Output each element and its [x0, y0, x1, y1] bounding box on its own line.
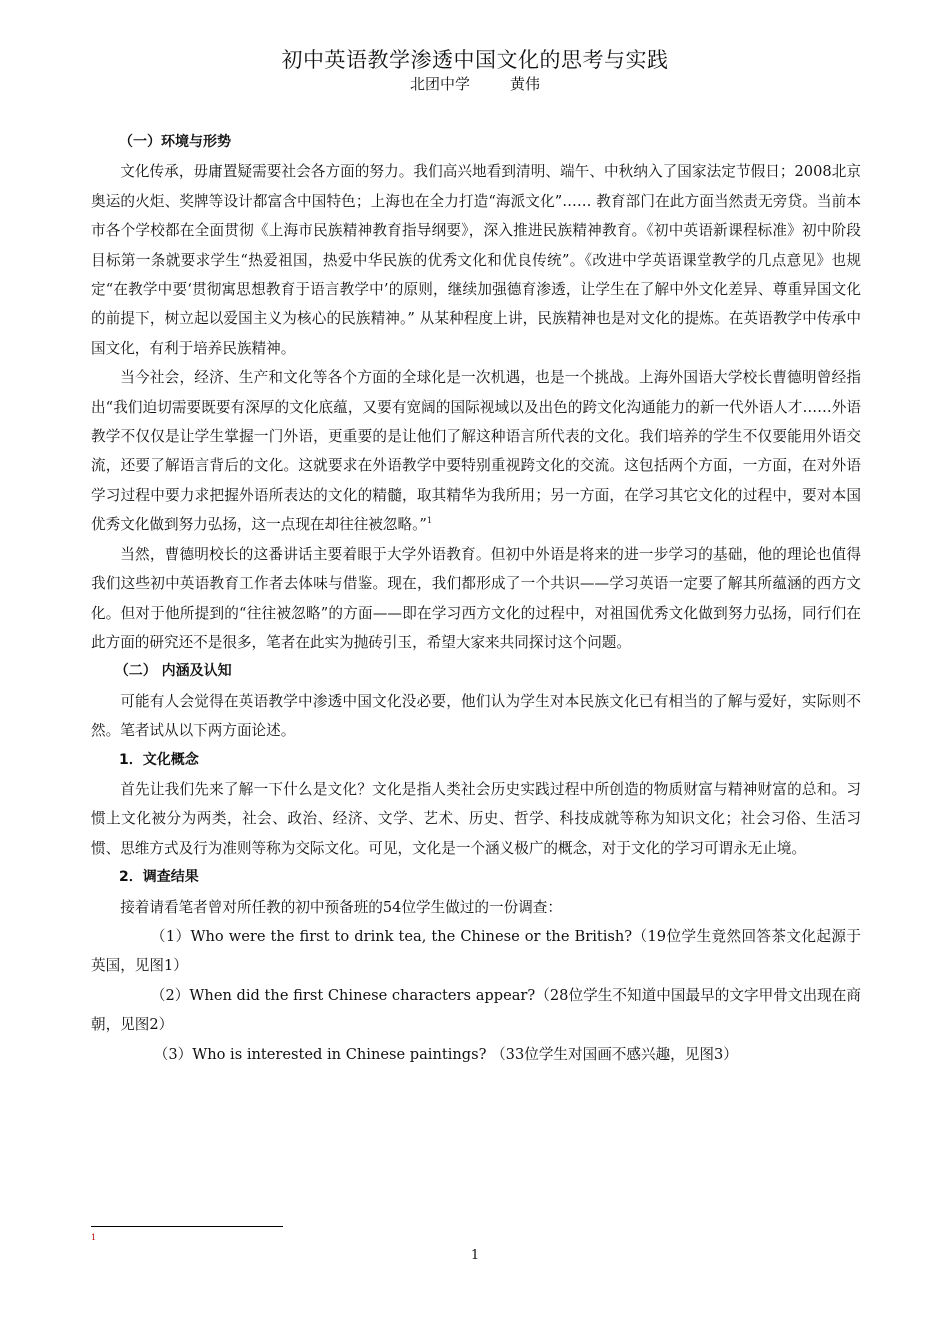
subheading-culture-concept: 1．文化概念 — [119, 751, 199, 768]
paragraph-2 — [91, 363, 861, 539]
page-number: 1 — [470, 1248, 480, 1263]
paragraph-3: 当然，曹德明校长的这番讲话主要着眼于大学外语教育。但初中外语是将来的进一步学习的基础，他的理论也值得我们这些初中英语教育工作者去体味与借鉴。现在，我们都形成了一个共识——学习英语一定要了解其所蕴涵的西方文化。但对于他所提到的“往往被忽略”的方面——即在学习西方文化的过程中，对祖国优秀文化做到努力弘扬，同行们在此方面的研究还不是很多，笔者在此实为抛砖引玉，希望大家来共同探讨这个问题。 — [91, 545, 861, 651]
footnote-separator — [91, 1226, 283, 1227]
footnote-reference: 1 — [426, 516, 432, 526]
school-name: 北团中学 — [409, 75, 470, 93]
survey-question-1 — [91, 922, 861, 981]
author-name: 黄伟 — [510, 75, 541, 93]
author-line — [0, 73, 950, 94]
paragraph-6: 接着请看笔者曾对所任教的初中预备班的54位学生做过的一份调查： — [120, 898, 562, 916]
document-title: 初中英语教学渗透中国文化的思考与实践 — [281, 48, 669, 72]
section-heading-connotation: （二） 内涵及认知 — [114, 663, 232, 680]
survey-question-1-text: （1）Who were the first to drink tea, the Chinese or the British?（19位学生竟然回答茶文化起源于英国，见图1） — [91, 927, 861, 975]
survey-question-2-text: （2）When did the first Chinese characters appear?（28位学生不知道中国最早的文字甲骨文出现在商朝，见图2） — [91, 986, 861, 1034]
paragraph-5: 首先让我们先来了解一下什么是文化？文化是指人类社会历史实践过程中所创造的物质财富与精神财富的总和。习惯上文化被分为两类，社会、政治、经济、文学、艺术、历史、哲学、科技成就等称为知识文化；社会习俗、生活习惯、思维方式及行为准则等称为交际文化。可见，文化是一个涵义极广的概念，对于文化的学习可谓永无止境。 — [91, 780, 861, 857]
document-body — [91, 128, 861, 1069]
paragraph-1: 文化传承，毋庸置疑需要社会各方面的努力。我们高兴地看到清明、端午、中秋纳入了国家法定节假日；2008北京奥运的火炬、奖牌等设计都富含中国特色；上海也在全力打造“海派文化”…… 教育部门在此方面当然责无旁贷。当前本市各个学校都在全面贯彻《上海市民族精神教育指导纲要》，深入推进民族精神教育。《初中英语新课程标准》初中阶段目标第一条就要求学生“热爱祖国，热爱中华民族的优秀文化和优良传统”。《改进中学英语课堂教学的几点意见》也规定“在教学中要‘贯彻寓思想教育于语言教学中’的原则，继续加强德育渗透，让学生在了解中外文化差异、尊重异国文化的前提下，树立起以爱国主义为核心的民族精神。” 从某种程度上讲，民族精神也是对文化的提炼。在英语教学中传承中国文化，有利于培养民族精神。 — [91, 163, 861, 357]
survey-question-3 — [91, 1040, 861, 1069]
subheading-survey-results: 2．调查结果 — [119, 869, 199, 886]
survey-question-2 — [91, 981, 861, 1040]
paragraph-2-text: 当今社会，经济、生产和文化等各个方面的全球化是一次机遇，也是一个挑战。上海外国语大学校长曹德明曾经指出“我们迫切需要既要有深厚的文化底蕴，又要有宽阔的国际视域以及出色的跨文化沟通能力的新一代外语人才……外语教学不仅仅是让学生掌握一门外语，更重要的是让他们了解这种语言所代表的文化。我们培养的学生不仅要能用外语交流，还要了解语言背后的文化。这就要求在外语教学中要特别重视跨文化的交流。这包括两个方面，一方面，在对外语学习过程中要力求把握外语所表达的文化的精髓，取其精华为我所用；另一方面，在学习其它文化的过程中，要对本国优秀文化做到努力弘扬，这一点现在却往往被忽略。” — [91, 369, 861, 534]
survey-question-3-text: （3）Who is interested in Chinese paintings? （33位学生对国画不感兴趣，见图3） — [153, 1045, 738, 1063]
footnote-mark: 1 — [91, 1233, 97, 1242]
paragraph-4: 可能有人会觉得在英语教学中渗透中国文化没必要，他们认为学生对本民族文化已有相当的了解与爱好，实际则不然。笔者试从以下两方面论述。 — [91, 692, 861, 740]
section-heading-environment: （一）环境与形势 — [119, 134, 231, 150]
